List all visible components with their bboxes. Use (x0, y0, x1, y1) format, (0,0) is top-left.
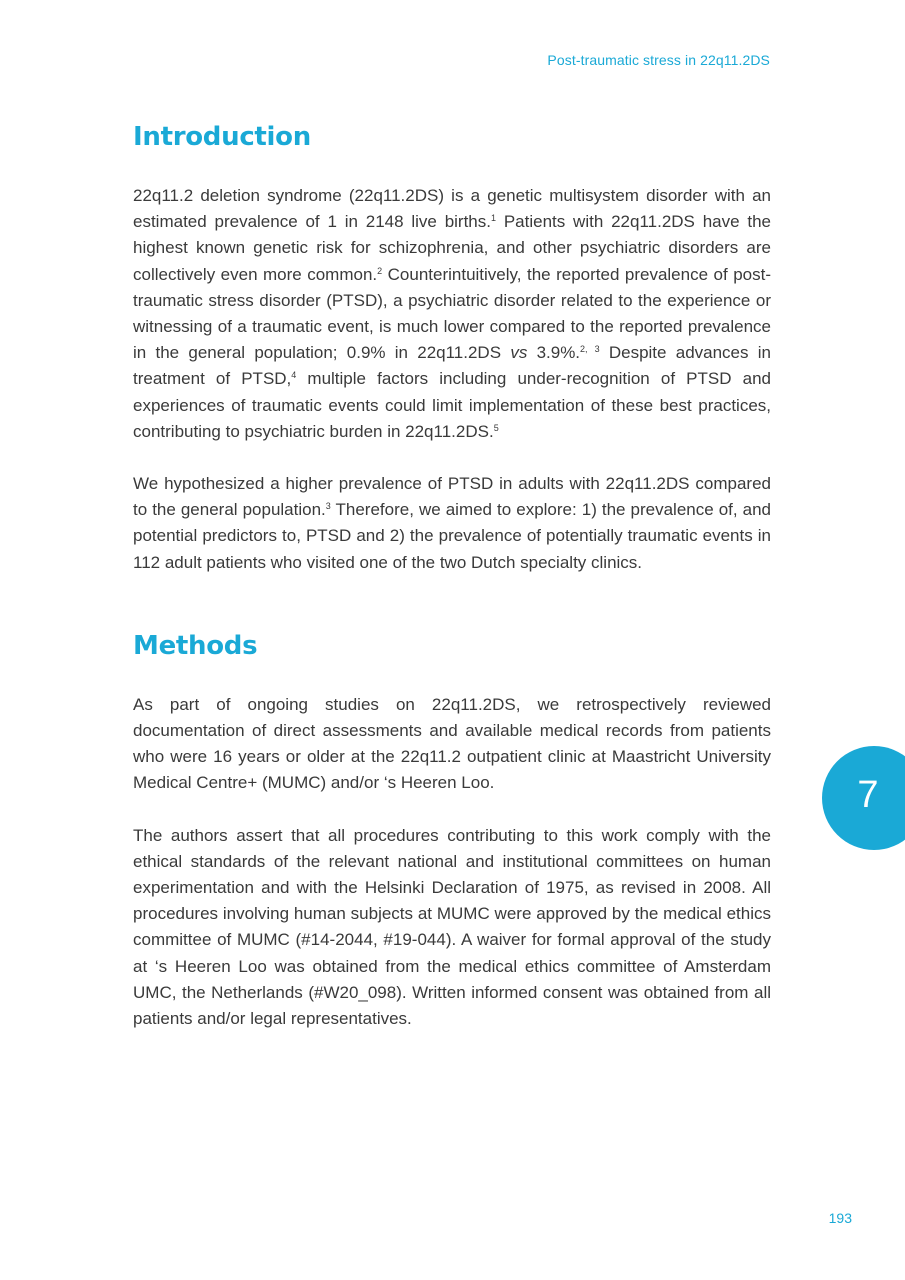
introduction-body (133, 183, 771, 576)
citation-ref: 2, 3 (580, 344, 600, 355)
introduction-paragraph-2 (133, 471, 771, 576)
citation-ref: 2 (377, 265, 383, 276)
italic-vs: vs (510, 343, 528, 363)
citation-ref: 3 (325, 501, 331, 512)
chapter-number: 7 (857, 774, 879, 816)
page-content (133, 122, 771, 1032)
introduction-section (133, 122, 771, 576)
text-run: 22q11.2 deletion syndrome (22q11.2DS) is a genetic multisystem disorder with an estimated prevalence of 1 in 2148 live births. (133, 186, 771, 232)
text-run: Despite advances in treatment of PTSD, (133, 343, 771, 389)
methods-body (133, 692, 771, 1032)
methods-section (133, 631, 771, 1032)
text-run: Therefore, we aimed to explore: 1) the prevalence of, and potential predictors to, PTSD and 2) the prevalence of potentially traumatic events in 112 adult patients who visited one of the two Dutch specialty clinics. (133, 500, 772, 572)
running-header: Post-traumatic stress in 22q11.2DS (547, 52, 770, 68)
introduction-heading: Introduction (133, 122, 311, 152)
page-number: 193 (828, 1210, 852, 1226)
citation-ref: 4 (291, 370, 297, 381)
citation-ref: 1 (491, 213, 497, 224)
text-run: We hypothesized a higher prevalence of PTSD in adults with 22q11.2DS compared to the general population. (133, 474, 771, 520)
text-run: multiple factors including under-recognition of PTSD and experiences of traumatic events could limit implementation of these best practices, contributing to psychiatric burden in 22q11.2DS. (133, 369, 771, 441)
methods-paragraph-2: The authors assert that all procedures contributing to this work comply with the ethical standards of the relevant national and institutional committees on human experimentation and with the Helsinki Declaration of 1975, as revised in 2008. All procedures involving human subjects at MUMC were approved by the medical ethics committee of MUMC (#14-2044, #19-044). A waiver for formal approval of the study at ‘s Heeren Loo was obtained from the medical ethics committee of Amsterdam UMC, the Netherlands (#W20_098). Written informed consent was obtained from all patients and/or legal representatives. (133, 825, 771, 1029)
text-run: Counterintuitively, the reported prevalence of post-traumatic stress disorder (PTSD), a psychiatric disorder related to the experience or witnessing of a traumatic event, is much lower compared to the reported prevalence in the general population; 0.9% in 22q11.2DS (133, 264, 771, 363)
methods-paragraph-1: As part of ongoing studies on 22q11.2DS, we retrospectively reviewed documentation of direct assessments and available medical records from patients who were 16 years or older at the 22q11.2 outpatient clinic at Maastricht University Medical Centre+ (MUMC) and/or ‘s Heeren Loo. (133, 694, 771, 793)
text-run: 3.9%. (527, 343, 581, 363)
introduction-paragraph-1 (133, 183, 771, 445)
methods-heading: Methods (133, 630, 258, 661)
citation-ref: 5 (493, 422, 499, 433)
text-run: Patients with 22q11.2DS have the highest known genetic risk for schizophrenia, and other psychiatric disorders are collectively even more common. (133, 212, 771, 284)
